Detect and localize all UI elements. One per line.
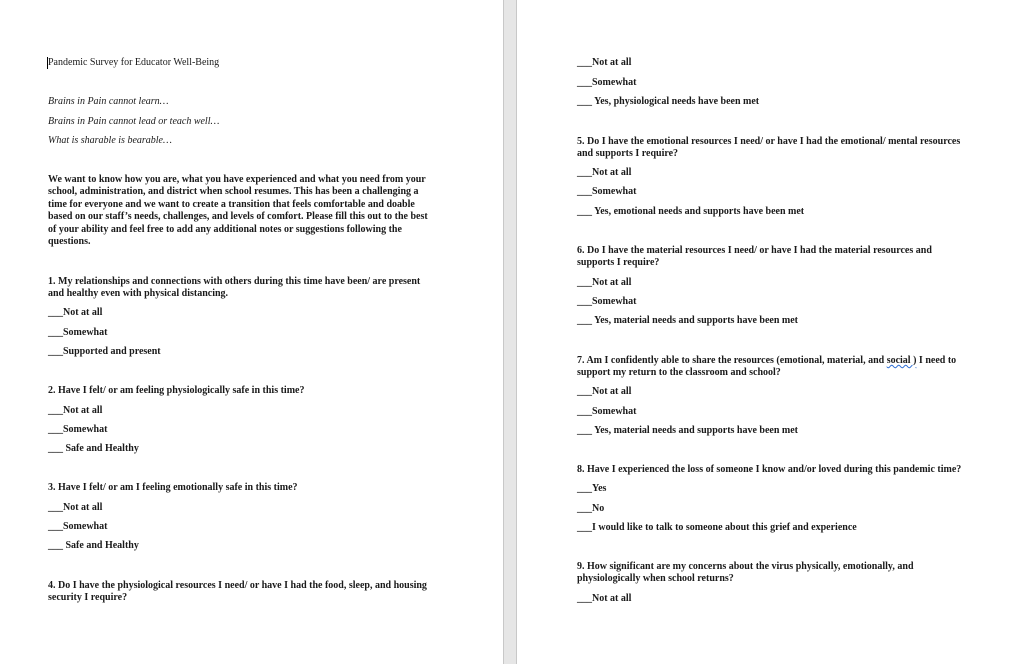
question-7-option[interactable]: ___ Yes, material needs and supports have been met — [577, 425, 799, 436]
survey-title: Pandemic Survey for Educator Well-Being — [48, 57, 220, 68]
question-7-option[interactable]: ___Not at all — [577, 386, 632, 397]
motto-line: Brains in Pain cannot learn… — [48, 96, 169, 107]
question-8-option[interactable]: ___No — [577, 503, 605, 514]
question-6-option[interactable]: ___Somewhat — [577, 296, 637, 307]
question-7-text-part: I need to — [916, 355, 957, 366]
question-8-text: 8. Have I experienced the loss of someone I know and/or loved during this pandemic time? — [577, 464, 962, 475]
document-page-right[interactable] — [517, 0, 1019, 664]
question-3-text: 3. Have I felt/ or am I feeling emotionally safe in this time? — [48, 482, 298, 493]
question-4-text: 4. Do I have the physiological resources I need/ or have I had the food, sleep, and housing — [48, 580, 427, 591]
question-7-option[interactable]: ___Somewhat — [577, 406, 637, 417]
question-1-text: and healthy even with physical distancing. — [48, 288, 229, 299]
intro-line: based on our staff’s needs, challenges, and levels of comfort. Please fill this out to the best — [48, 211, 428, 222]
question-1-option[interactable]: ___Somewhat — [48, 327, 108, 338]
question-1-option[interactable]: ___Supported and present — [48, 346, 161, 357]
question-8-option[interactable]: ___Yes — [577, 483, 607, 494]
page-gutter — [503, 0, 517, 664]
question-7-text-part: 7. Am I confidently able to share the resources (emotional, material, and — [577, 355, 887, 366]
document-page-left[interactable] — [0, 0, 503, 664]
intro-line: of your ability and feel free to add any additional notes or suggestions following the — [48, 224, 402, 235]
intro-line: questions. — [48, 236, 91, 247]
question-5-text: and supports I require? — [577, 148, 679, 159]
question-4-option[interactable]: ___ Yes, physiological needs have been met — [577, 96, 760, 107]
intro-line: time for everyone and we want to create a transition that feels comfortable and doable — [48, 199, 415, 210]
question-2-option[interactable]: ___ Safe and Healthy — [48, 443, 139, 454]
motto-line: What is sharable is bearable… — [48, 135, 172, 146]
question-6-option[interactable]: ___Not at all — [577, 277, 632, 288]
question-7-text: support my return to the classroom and school? — [577, 367, 781, 378]
question-6-text: 6. Do I have the material resources I need/ or have I had the material resources and — [577, 245, 932, 256]
question-7-text — [577, 355, 956, 367]
question-5-option[interactable]: ___Not at all — [577, 167, 632, 178]
intro-line: school, administration, and district when school resumes. This has been a challenging a — [48, 186, 419, 197]
question-2-option[interactable]: ___Not at all — [48, 405, 103, 416]
question-2-option[interactable]: ___Somewhat — [48, 424, 108, 435]
question-9-text: 9. How significant are my concerns about the virus physically, emotionally, and — [577, 561, 914, 572]
question-5-option[interactable]: ___ Yes, emotional needs and supports have been met — [577, 206, 805, 217]
question-9-option[interactable]: ___Not at all — [577, 593, 632, 604]
question-9-text: physiologically when school returns? — [577, 573, 734, 584]
question-3-option[interactable]: ___ Safe and Healthy — [48, 540, 139, 551]
question-5-option[interactable]: ___Somewhat — [577, 186, 637, 197]
question-4-option[interactable]: ___Not at all — [577, 57, 632, 68]
question-6-text: supports I require? — [577, 257, 660, 268]
question-8-option[interactable]: ___I would like to talk to someone about this grief and experience — [577, 522, 857, 533]
question-6-option[interactable]: ___ Yes, material needs and supports have been met — [577, 315, 799, 326]
question-1-text: 1. My relationships and connections with others during this time have been/ are present — [48, 276, 421, 287]
question-1-option[interactable]: ___Not at all — [48, 307, 103, 318]
question-5-text: 5. Do I have the emotional resources I need/ or have I had the emotional/ mental resources — [577, 136, 961, 147]
question-4-text: security I require? — [48, 592, 128, 603]
spellcheck-flagged-word[interactable]: social ) — [886, 355, 917, 366]
question-4-option[interactable]: ___Somewhat — [577, 77, 637, 88]
question-3-option[interactable]: ___Somewhat — [48, 521, 108, 532]
question-2-text: 2. Have I felt/ or am feeling physiologically safe in this time? — [48, 385, 305, 396]
intro-line: We want to know how you are, what you have experienced and what you need from your — [48, 174, 426, 185]
motto-line: Brains in Pain cannot lead or teach well… — [48, 116, 220, 127]
question-3-option[interactable]: ___Not at all — [48, 502, 103, 513]
